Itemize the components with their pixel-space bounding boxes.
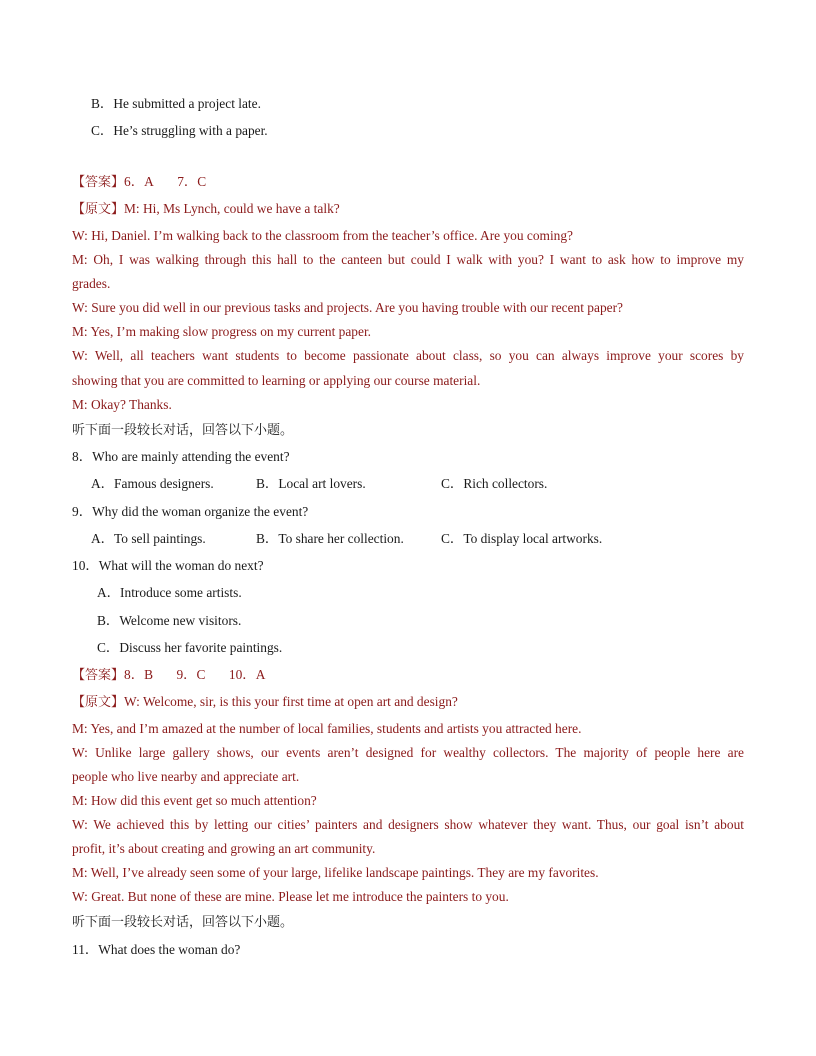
- transcript-line: M: Well, I’ve already seen some of your large, lifelike landscape paintings. They are my favorites.: [72, 865, 599, 880]
- transcript-line: W: Great. But none of these are mine. Please let me introduce the painters to you.: [72, 889, 509, 904]
- q7-option-c: C．He’s struggling with a paper.: [91, 123, 268, 138]
- answer-line-6-7: [72, 173, 206, 192]
- transcript-tag: 【原文】: [72, 695, 125, 710]
- answer-text: 6．A 7．C: [124, 174, 207, 189]
- q10-option-c: C．Discuss her favorite paintings.: [97, 640, 283, 655]
- transcript-line: showing that you are committed to learning or applying our course material.: [72, 373, 481, 388]
- answer-text: 8．B 9．C 10．A: [124, 667, 266, 682]
- transcript-line-first: [72, 200, 340, 219]
- q9-stem: 9．Why did the woman organize the event?: [72, 504, 309, 519]
- transcript-line: M: Oh, I was walking through this hall to the canteen but could I walk with you? I want to ask how to improve my: [72, 252, 744, 267]
- q8-option-a: A．Famous designers.: [91, 476, 214, 491]
- transcript-line: W: Well, all teachers want students to become passionate about class, so you can always improve your scores by: [72, 348, 744, 363]
- transcript-text: W: Welcome, sir, is this your first time at open art and design?: [124, 694, 458, 709]
- q7-option-b: B．He submitted a project late.: [91, 96, 261, 111]
- transcript-line: W: We achieved this by letting our cities’ painters and designers show whatever they want. Thus, our goal isn’t about: [72, 817, 744, 832]
- section-instruction: 听下面一段较长对话，回答以下小题。: [72, 915, 294, 930]
- transcript-line: grades.: [72, 276, 111, 291]
- transcript-line: M: Yes, and I’m amazed at the number of local families, students and artists you attracted here.: [72, 721, 582, 736]
- q9-option-a: A．To sell paintings.: [91, 531, 206, 546]
- transcript-text: M: Hi, Ms Lynch, could we have a talk?: [124, 201, 340, 216]
- transcript-line: W: Hi, Daniel. I’m walking back to the classroom from the teacher’s office. Are you coming?: [72, 228, 573, 243]
- q11-stem: 11．What does the woman do?: [72, 942, 241, 957]
- section-instruction: 听下面一段较长对话，回答以下小题。: [72, 423, 294, 438]
- answer-tag: 【答案】: [72, 175, 125, 190]
- transcript-line: W: Unlike large gallery shows, our events aren’t designed for wealthy collectors. The majority of people here are: [72, 745, 744, 760]
- transcript-line-first: [72, 693, 458, 712]
- q9-option-b: B．To share her collection.: [256, 531, 404, 546]
- q8-option-c: C．Rich collectors.: [441, 476, 548, 491]
- q8-option-b: B．Local art lovers.: [256, 476, 366, 491]
- q9-option-c: C．To display local artworks.: [441, 531, 603, 546]
- q10-option-a: A．Introduce some artists.: [97, 585, 242, 600]
- transcript-tag: 【原文】: [72, 202, 125, 217]
- answer-tag: 【答案】: [72, 668, 125, 683]
- transcript-line: M: Yes, I’m making slow progress on my current paper.: [72, 324, 372, 339]
- transcript-line: profit, it’s about creating and growing an art community.: [72, 841, 376, 856]
- answer-line-8-10: [72, 666, 265, 685]
- transcript-line: people who live nearby and appreciate art.: [72, 769, 300, 784]
- transcript-line: M: Okay? Thanks.: [72, 397, 172, 412]
- transcript-line: M: How did this event get so much attention?: [72, 793, 317, 808]
- q8-stem: 8．Who are mainly attending the event?: [72, 449, 290, 464]
- transcript-line: W: Sure you did well in our previous tasks and projects. Are you having trouble with our recent paper?: [72, 300, 623, 315]
- q10-stem: 10．What will the woman do next?: [72, 558, 264, 573]
- q10-option-b: B．Welcome new visitors.: [97, 613, 242, 628]
